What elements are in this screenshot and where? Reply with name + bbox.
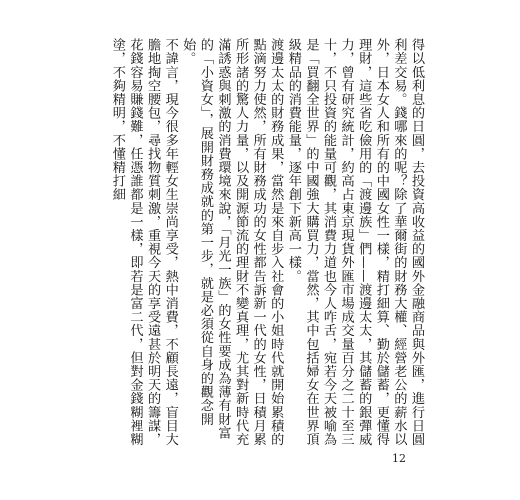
- page-number: 12: [392, 452, 406, 465]
- body-text: [105, 38, 425, 448]
- paragraph-2: 渡邊太太的財務成果，當然是來自步入社會的小姐時代就開始累積的點滴努力使然，所有財務成功的女性都告訴新一代的女性，日積月累所形諸的驚人力量，以及開源節流的理財不變真理，尤其對新時代充滿誘惑與刺激的消費環境來說，「月光一族」的女性要成為薄有財富的「小資女」，展開財務成就的第一步，就是必須從自身的觀念開始。: [180, 38, 284, 446]
- paragraph-3: 不諱言，現今很多年輕女生崇尚享受，熱中消費，不顧長遠，盲目大膽地掏空腰包，尋找物質刺激，重視今天的享受遠甚於明天的籌謀，花錢容易賺錢難，任憑誰都是一樣，即若是富二代，但對金錢糊裡糊塗，不夠精明，不懂精打細: [109, 38, 178, 446]
- paragraph-1: 得以低利息的日圓，去投資高收益的國外金融商品與外匯，進行日圓利差交易。錢哪來的呢？除了華爾街的財務大權、經營老公的薪水以外，日本女人和所有的中國女性一樣，精打細算、勤於儲蓄，更懂得理財，這些省吃儉用的「渡邊族」們——渡邊太太，其儲蓄的銀彈威力，曾有研究統計，約高占東京現貨外匯市場成交量百分之二十至三十，不只投資的能量可觀，其消費力道也今人咋舌，宛若今天被喻為是「買翻全世界」的中國強大購買力，當然，其中包括婦女在世界頂級精品的消費能量，逐年創下新高一樣。: [285, 38, 424, 446]
